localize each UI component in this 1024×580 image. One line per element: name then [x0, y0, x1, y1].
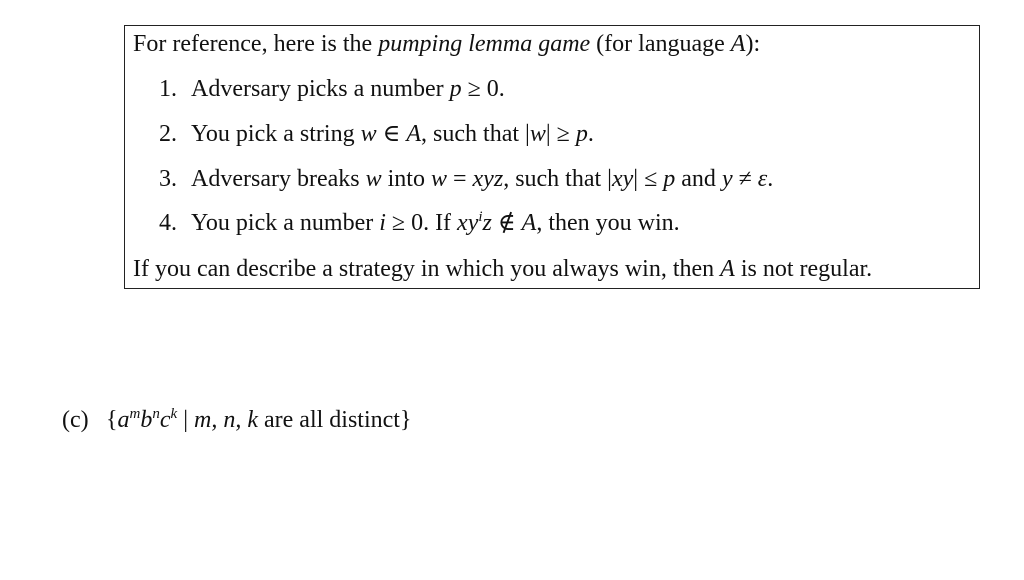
step-text: into — [381, 166, 431, 192]
conclusion-text: is not regular. — [734, 256, 873, 282]
step-text: | ≥ — [545, 121, 576, 147]
step-number: 4. — [159, 210, 177, 236]
math-symbol: A — [730, 31, 746, 57]
game-step — [159, 120, 594, 148]
step-text: ≥ 0. — [461, 76, 505, 102]
math-symbol: m, n, k — [194, 407, 258, 433]
math-symbol: xyz — [472, 166, 504, 192]
math-symbol: A — [406, 121, 422, 147]
step-text: | ≤ — [633, 166, 664, 192]
math-symbol: A — [521, 210, 537, 236]
math-superscript: n — [152, 406, 160, 422]
intro-emphasis: pumping lemma game — [378, 31, 591, 57]
math-symbol: w — [430, 166, 447, 192]
step-number: 3. — [159, 166, 177, 192]
step-number: 2. — [159, 121, 177, 147]
reference-conclusion — [133, 255, 872, 283]
game-step — [159, 165, 773, 193]
set-separator: | — [177, 407, 195, 433]
math-symbol: w — [360, 121, 377, 147]
step-text: = — [446, 166, 473, 192]
math-superscript: k — [170, 406, 178, 422]
math-superscript: i — [478, 209, 483, 225]
intro-text: (for language — [590, 31, 731, 57]
set-open-brace: { — [106, 407, 118, 433]
math-symbol: i — [379, 210, 386, 236]
math-superscript: m — [129, 406, 141, 422]
math-symbol: p — [575, 121, 588, 147]
step-text: . — [587, 121, 594, 147]
intro-text: ): — [745, 31, 761, 57]
game-step — [159, 75, 505, 103]
step-number: 1. — [159, 76, 177, 102]
step-text: Adversary breaks — [191, 166, 366, 192]
step-text: ≠ — [732, 166, 758, 192]
math-symbol: xy — [457, 210, 479, 236]
set-condition-text: are all distinct — [258, 407, 400, 433]
step-text: . — [767, 166, 774, 192]
step-text: and — [675, 166, 722, 192]
game-step — [159, 209, 680, 237]
step-text: , such that | — [421, 121, 530, 147]
math-symbol: p — [449, 76, 462, 102]
step-text: Adversary picks a number — [191, 76, 450, 102]
math-symbol: a — [117, 407, 130, 433]
math-symbol: y — [721, 166, 733, 192]
conclusion-text: If you can describe a strategy in which you always win, then — [133, 256, 721, 282]
reference-intro — [133, 30, 760, 58]
math-symbol: b — [140, 407, 153, 433]
math-symbol: w — [365, 166, 382, 192]
math-symbol: A — [720, 256, 735, 282]
math-symbol: ε — [757, 166, 768, 192]
intro-text: For reference, here is the — [133, 31, 379, 57]
problem-label: (c) — [62, 407, 89, 433]
math-symbol: xy — [611, 166, 634, 192]
math-symbol: p — [663, 166, 676, 192]
pumping-lemma-reference-box — [124, 25, 980, 289]
step-text: ∈ — [376, 121, 407, 147]
step-text: You pick a number — [191, 210, 380, 236]
step-text: , such that | — [503, 166, 612, 192]
step-text: ≥ 0. If — [385, 210, 458, 236]
problem-part-c — [62, 406, 411, 434]
math-symbol: z — [482, 210, 492, 236]
step-text: ∉ — [491, 210, 522, 236]
step-text: You pick a string — [191, 121, 361, 147]
math-symbol: c — [159, 407, 171, 433]
step-text: , then you win. — [536, 210, 680, 236]
math-symbol: w — [529, 121, 546, 147]
set-close-brace: } — [399, 407, 412, 433]
